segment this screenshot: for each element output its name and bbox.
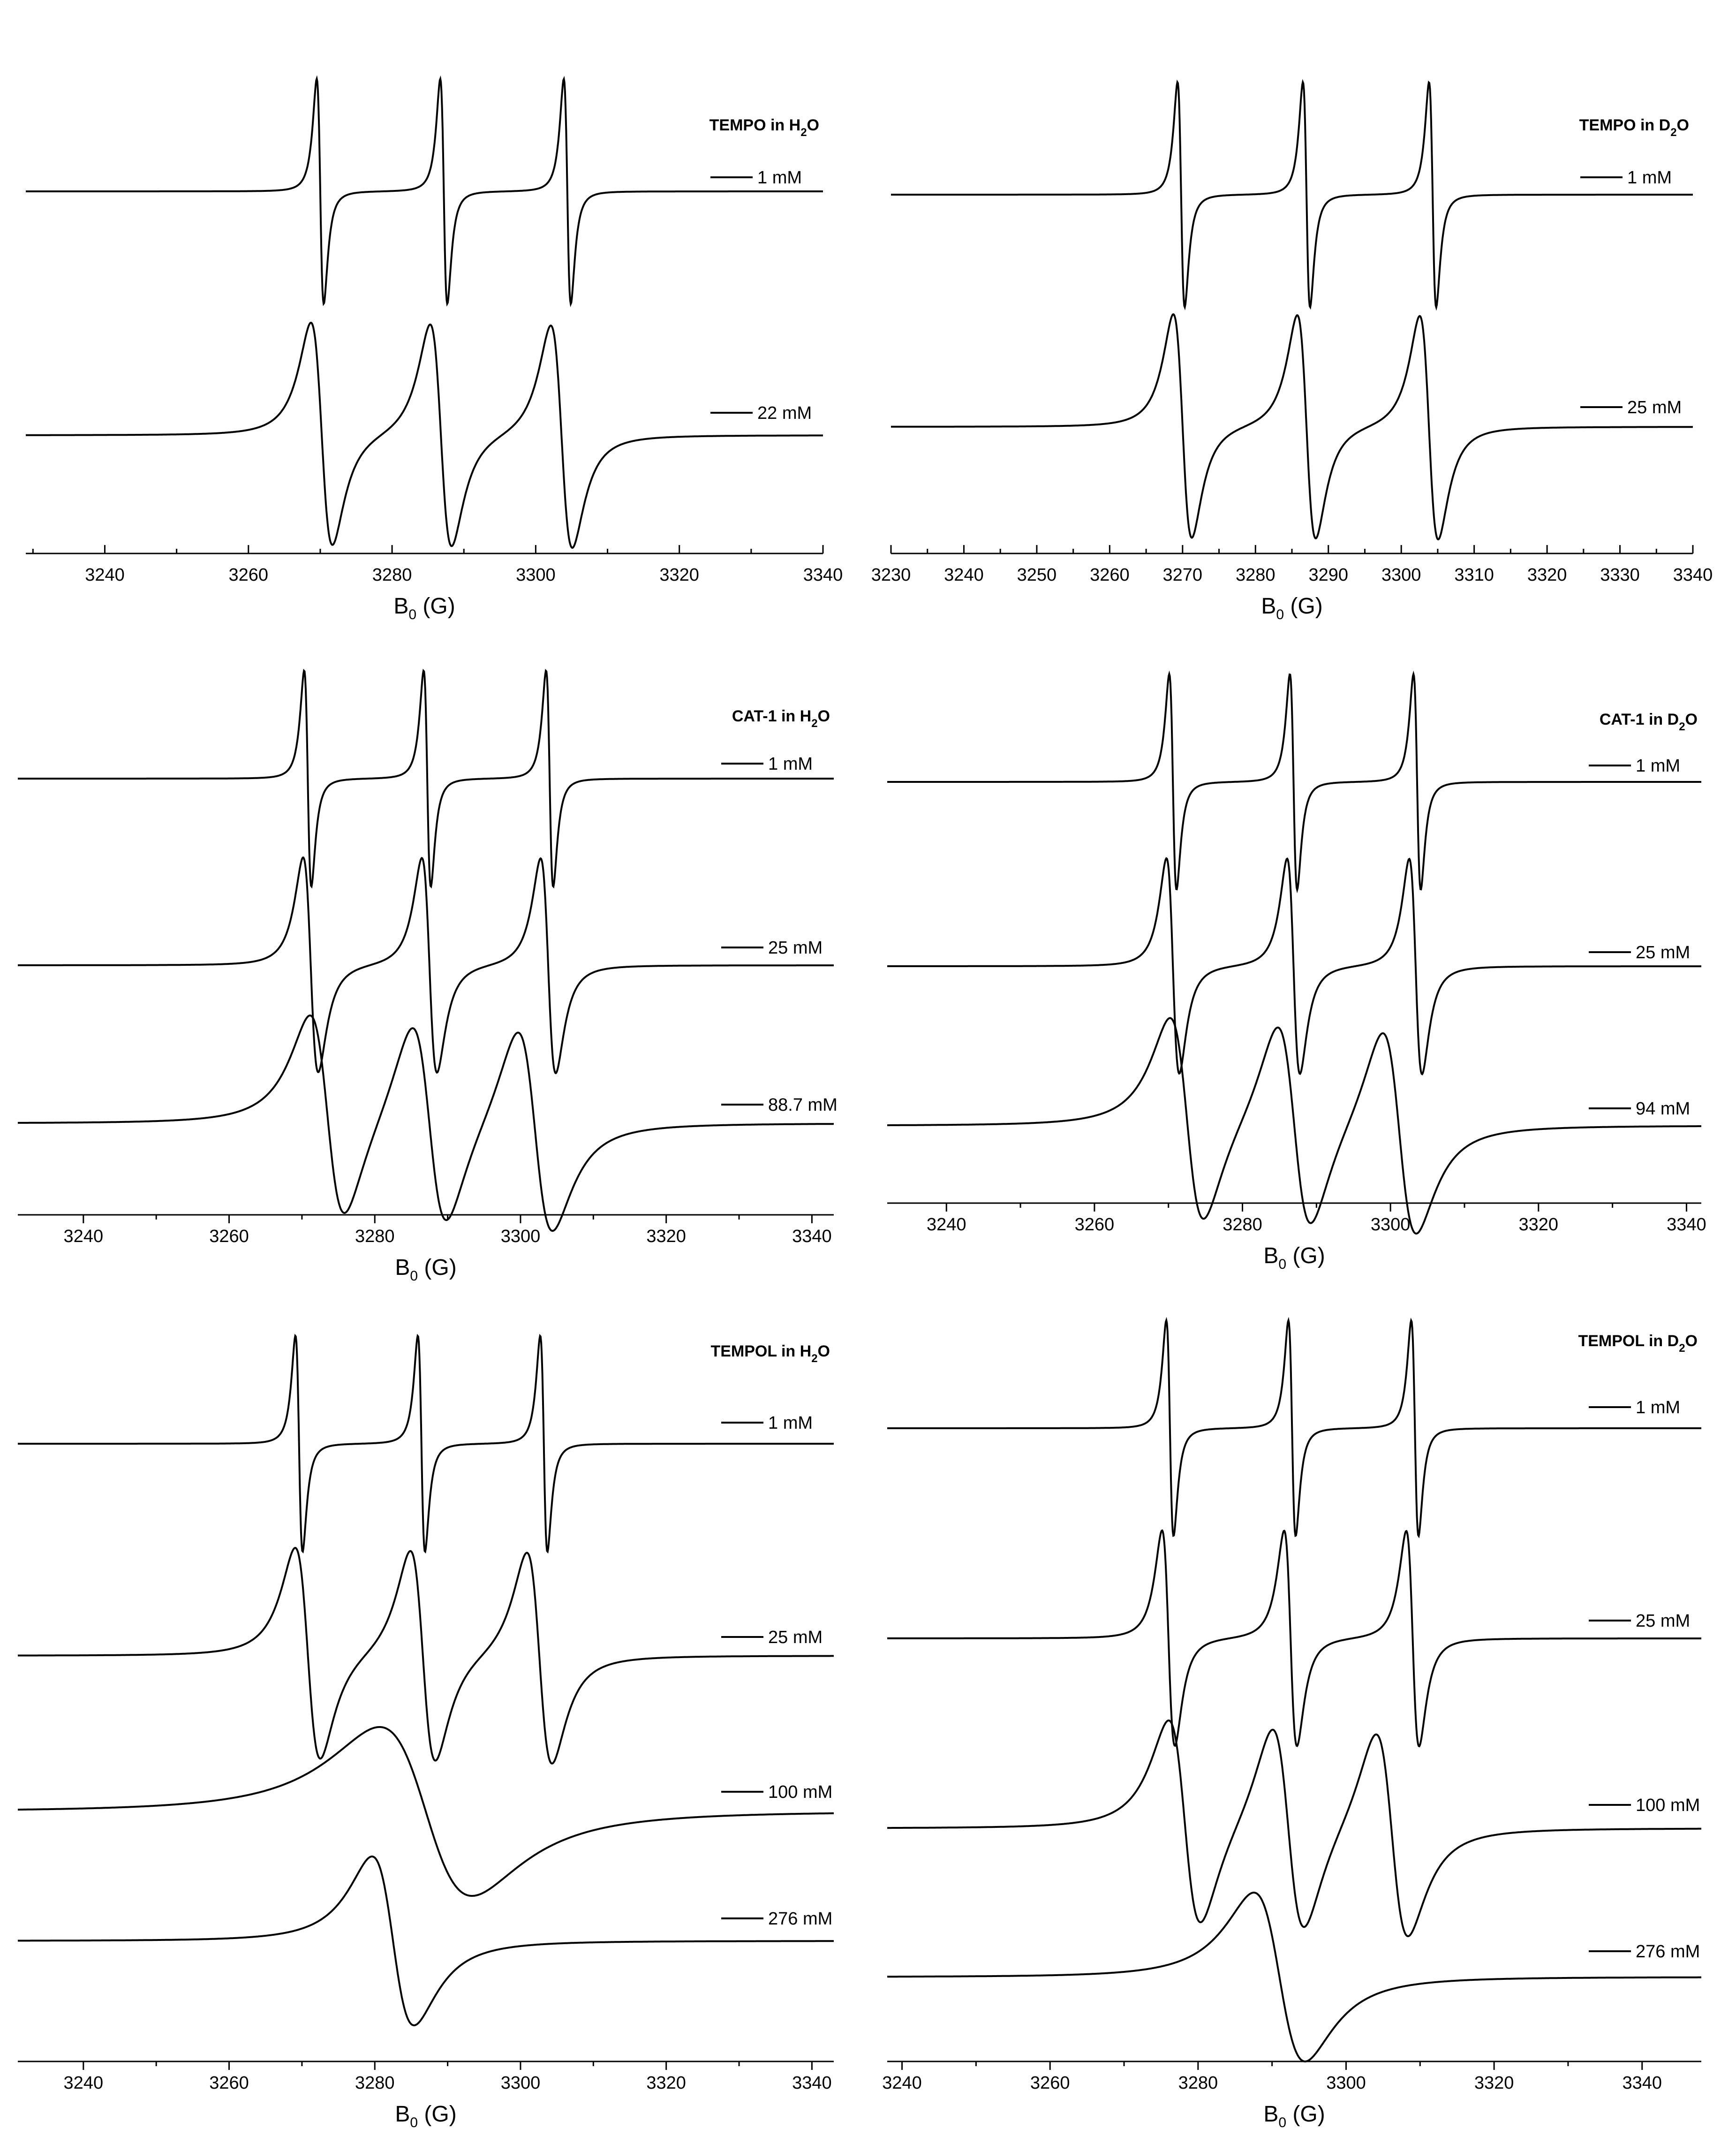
panel-title: TEMPO in $H_2O$ [709,116,819,139]
x-tick-label: 3300 [1381,565,1421,585]
x-tick-label: 3340 [1673,565,1713,585]
x-tick-label: 3240 [944,565,984,585]
x-tick-label: 3250 [1017,565,1057,585]
concentration-label: 25 mM [1636,943,1691,962]
concentration-label: 1 mM [1636,756,1680,776]
x-tick-label: 3300 [516,565,556,585]
x-tick-label: 3320 [1474,2073,1514,2093]
spectrum-trace [887,1720,1701,1936]
x-axis-label: $B_0$ (G) [1261,594,1323,622]
spectrum-trace [887,1530,1701,1746]
spectrum-trace [18,671,834,886]
panel-title: TEMPOL in $D_2O$ [1578,1332,1698,1355]
x-tick-label: 3260 [1090,565,1130,585]
x-tick-label: 3280 [1178,2073,1218,2093]
chart-panel [26,79,843,622]
x-axis-label: $B_0$ (G) [395,2102,457,2129]
x-tick-label: 3300 [1370,1215,1411,1235]
x-tick-label: 3300 [1326,2073,1366,2093]
spectrum-trace [887,858,1701,1074]
concentration-label: 1 mM [768,1413,813,1433]
concentration-label: 25 mM [768,938,823,958]
x-tick-label: 3260 [209,1227,249,1246]
x-tick-label: 3230 [871,565,911,585]
spectrum-trace [18,1015,834,1231]
panel-title: CAT-1 in $H_2O$ [732,707,830,730]
x-tick-label: 3340 [792,2073,832,2093]
x-tick-label: 3240 [63,1227,104,1246]
x-tick-label: 3280 [1235,565,1276,585]
x-tick-label: 3340 [803,565,843,585]
x-tick-label: 3340 [1667,1215,1706,1235]
concentration-label: 25 mM [1636,1611,1691,1631]
x-tick-label: 3240 [85,565,125,585]
concentration-label: 100 mM [1636,1796,1700,1815]
x-tick-label: 3290 [1308,565,1349,585]
chart-panel [887,674,1706,1272]
x-tick-label: 3260 [209,2073,249,2093]
x-tick-label: 3240 [63,2073,104,2093]
concentration-label: 100 mM [768,1782,833,1802]
concentration-label: 276 mM [1636,1942,1700,1962]
x-tick-label: 3300 [500,1227,541,1246]
x-tick-label: 3320 [646,1227,686,1246]
x-tick-label: 3320 [646,2073,686,2093]
x-axis-label: $B_0$ (G) [1263,2102,1325,2129]
concentration-label: 276 mM [768,1909,833,1929]
chart-panel [871,82,1713,622]
x-axis-label: $B_0$ (G) [393,594,455,622]
x-tick-label: 3340 [792,1227,832,1246]
spectrum-trace [18,1548,834,1764]
chart-panel [18,1336,834,2129]
x-tick-label: 3330 [1600,565,1640,585]
x-tick-label: 3280 [355,1227,395,1246]
panel-title: TEMPOL in $H_2O$ [710,1342,830,1365]
x-tick-label: 3320 [1518,1215,1559,1235]
x-tick-label: 3280 [372,565,412,585]
spectrum-trace [26,79,823,304]
chart-panel [882,1320,1701,2129]
spectrum-trace [18,1336,834,1552]
x-axis-label: $B_0$ (G) [1263,1243,1325,1272]
concentration-label: 1 mM [768,754,813,774]
x-tick-label: 3260 [1074,1215,1115,1235]
spectrum-trace [887,1893,1701,2061]
concentration-label: 94 mM [1636,1099,1691,1119]
panel-title: TEMPO in $D_2O$ [1579,116,1689,139]
panel-title: CAT-1 in $D_2O$ [1599,711,1698,733]
spectrum-trace [891,82,1693,307]
spectrum-trace [18,857,834,1073]
spectrum-trace [26,323,823,548]
spectrum-trace [887,1320,1701,1536]
concentration-label: 22 mM [757,403,812,423]
concentration-label: 25 mM [768,1628,823,1647]
x-tick-label: 3320 [659,565,699,585]
x-tick-label: 3270 [1162,565,1203,585]
concentration-label: 1 mM [1627,168,1672,188]
concentration-label: 1 mM [757,168,802,188]
x-tick-label: 3300 [500,2073,541,2093]
x-tick-label: 3320 [1527,565,1567,585]
concentration-label: 88.7 mM [768,1095,838,1115]
chart-panel [18,671,838,1284]
x-tick-label: 3340 [1622,2073,1662,2093]
concentration-label: 1 mM [1636,1398,1680,1417]
x-tick-label: 3260 [228,565,269,585]
x-tick-label: 3240 [926,1215,966,1235]
x-axis-label: $B_0$ (G) [395,1255,457,1284]
concentration-label: 25 mM [1627,398,1682,417]
x-tick-label: 3280 [1223,1215,1262,1235]
spectrum-trace [891,314,1693,539]
spectrum-trace [18,1856,834,2025]
spectrum-trace [18,1727,834,1896]
x-tick-label: 3260 [1030,2073,1070,2093]
spectrum-trace [887,674,1701,890]
spectrum-trace [887,1018,1701,1234]
x-tick-label: 3310 [1454,565,1494,585]
x-tick-label: 3240 [882,2073,922,2093]
x-tick-label: 3280 [355,2073,395,2093]
